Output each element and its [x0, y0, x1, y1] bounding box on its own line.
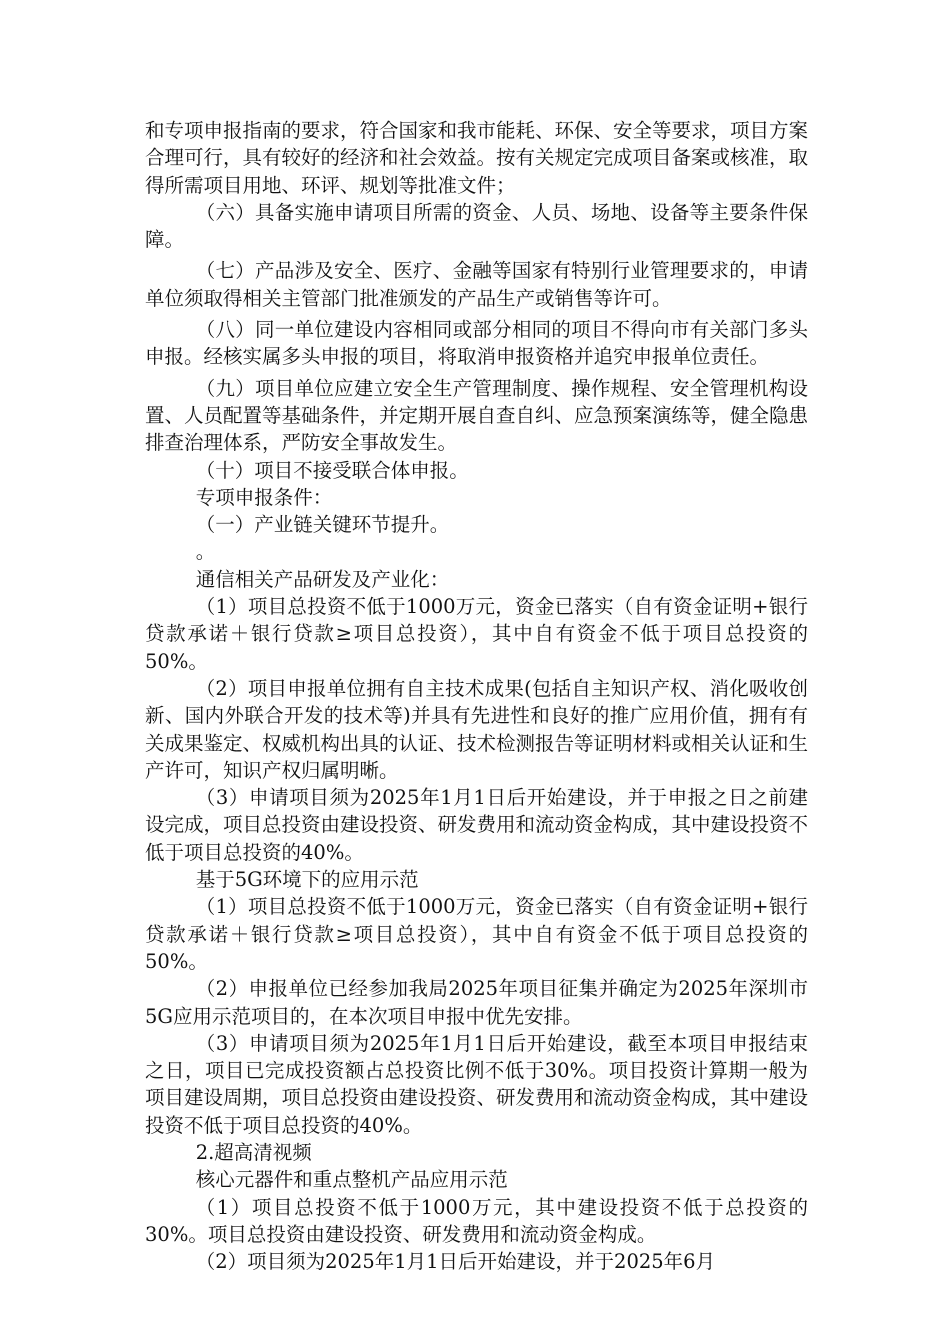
paragraph-comm-1: （1）项目总投资不低于1000万元，资金已落实（自有资金证明+银行贷款承诺＋银行贷款≥项目总投资），其中自有资金不低于项目总投资的50%。	[145, 595, 808, 673]
subsection-heading-1: （一）产业链关键环节提升。	[195, 513, 450, 537]
paragraph-comm-2: （2）项目申报单位拥有自主技术成果(包括自主知识产权、消化吸收创新、国内外联合开发的技术等)并具有先进性和良好的推广应用价值，拥有有关成果鉴定、权威机构出具的认证、技术检测报告等证明材料或相关认证和生产许可，知识产权归属明晰。	[145, 676, 809, 782]
paragraph-continued: 和专项申报指南的要求，符合国家和我市能耗、环保、安全等要求，项目方案合理可行，具有较好的经济和社会效益。按有关规定完成项目备案或核准，取得所需项目用地、环评、规划等批准文件；	[145, 119, 809, 197]
paragraph-uhd-1: （1）项目总投资不低于1000万元，其中建设投资不低于总投资的30%。项目总投资由建设投资、研发费用和流动资金构成。	[145, 1195, 808, 1246]
stray-punctuation: 。	[195, 540, 216, 564]
paragraph-item-9: （九）项目单位应建立安全生产管理制度、操作规程、安全管理机构设置、人员配置等基础条件，并定期开展自查自纠、应急预案演练等，健全隐患排查治理体系，严防安全事故发生。	[145, 376, 809, 455]
paragraph-item-8: （八）同一单位建设内容相同或部分相同的项目不得向市有关部门多头申报。经核实属多头申报的项目，将取消申报资格并追究申报单位责任。	[145, 318, 808, 369]
paragraph-5g-3: （3）申请项目须为2025年1月1日后开始建设，截至本项目申报结束之日，项目已完成投资额占总投资比例不低于30%。项目投资计算期一般为项目建设周期，项目总投资由建设投资、研发费用和流动资金构成，其中建设投资不低于项目总投资的40%。	[145, 1031, 809, 1137]
section-heading-uhd-video: 2.超高清视频	[195, 1140, 312, 1164]
paragraph-item-7: （七）产品涉及安全、医疗、金融等国家有特别行业管理要求的，申请单位须取得相关主管部门批准颁发的产品生产或销售等许可。	[145, 259, 808, 310]
topic-heading-core-components: 核心元器件和重点整机产品应用示范	[195, 1168, 508, 1192]
topic-heading-communication: 通信相关产品研发及产业化：	[195, 567, 450, 591]
paragraph-item-10: （十）项目不接受联合体申报。	[195, 458, 469, 482]
paragraph-comm-3: （3）申请项目须为2025年1月1日后开始建设，并于申报之日之前建设完成，项目总投资由建设投资、研发费用和流动资金构成，其中建设投资不低于项目总投资的40%。	[145, 786, 809, 864]
document-page	[145, 117, 808, 1275]
paragraph-item-6: （六）具备实施申请项目所需的资金、人员、场地、设备等主要条件保障。	[145, 200, 808, 252]
topic-heading-5g: 基于5G环境下的应用示范	[195, 868, 419, 892]
paragraph-uhd-2: （2）项目须为2025年1月1日后开始建设，并于2025年6月	[195, 1250, 716, 1274]
paragraph-5g-1: （1）项目总投资不低于1000万元，资金已落实（自有资金证明+银行贷款承诺＋银行贷款≥项目总投资），其中自有资金不低于项目总投资的50%。	[145, 895, 808, 973]
section-heading-special-conditions: 专项申报条件：	[195, 485, 333, 509]
paragraph-5g-2: （2）申报单位已经参加我局2025年项目征集并确定为2025年深圳市5G应用示范项目的，在本次项目申报中优先安排。	[145, 977, 808, 1028]
